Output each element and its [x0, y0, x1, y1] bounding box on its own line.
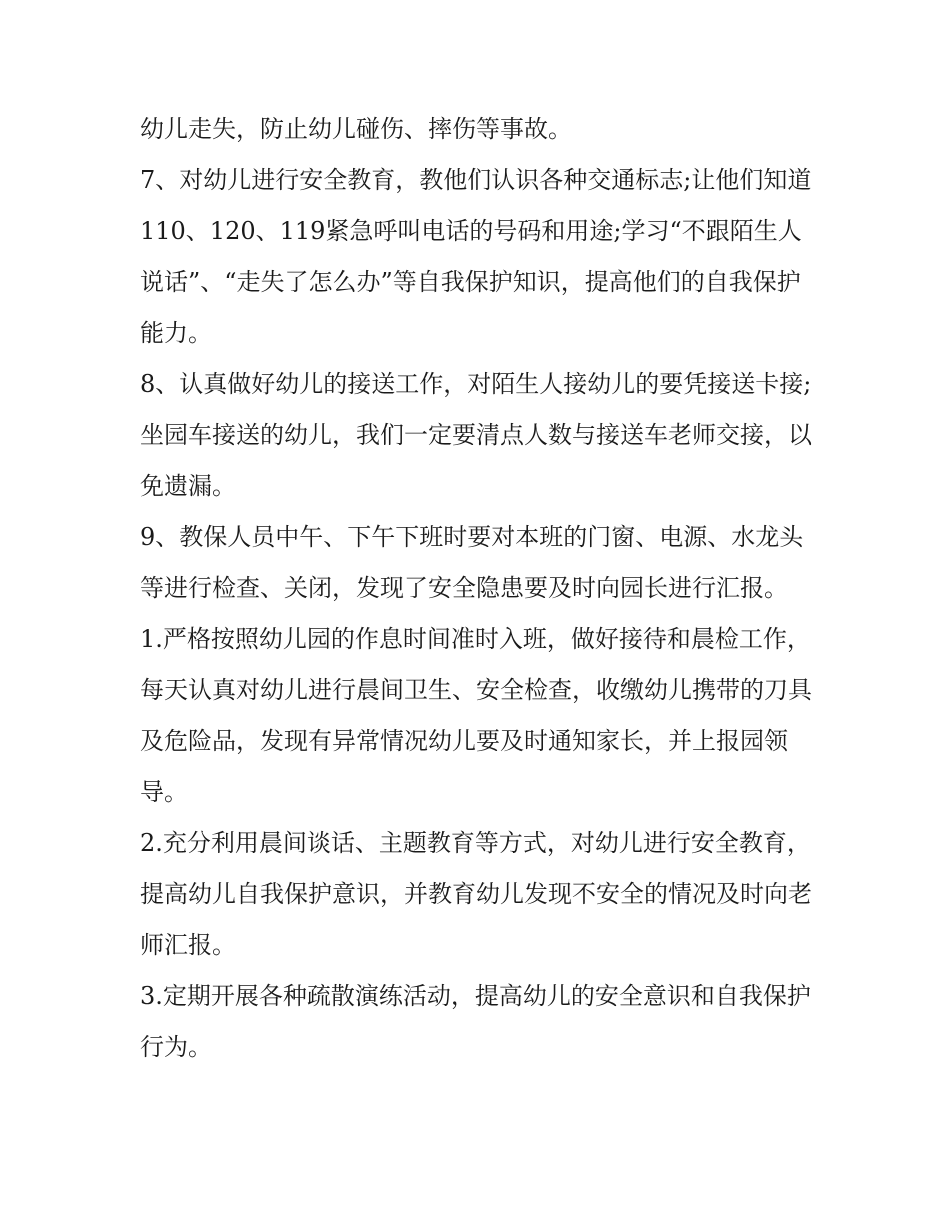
paragraph-item-7: 7、对幼儿进行安全教育，教他们认识各种交通标志;让他们知道110、120、119紧急呼叫电话的号码和用途;学习“不跟陌生人说话”、“走失了怎么办”等自我保护知识，提高他们的自我保护能力。	[140, 166, 812, 347]
paragraph-item-2: 2.充分利用晨间谈话、主题教育等方式，对幼儿进行安全教育，提高幼儿自我保护意识，并教育幼儿发现不安全的情况及时向老师汇报。	[140, 829, 812, 959]
document-body	[140, 104, 820, 1073]
paragraph-item-8: 8、认真做好幼儿的接送工作，对陌生人接幼儿的要凭接送卡接;坐园车接送的幼儿，我们一定要清点人数与接送车老师交接，以免遗漏。	[140, 370, 812, 500]
paragraph-item-3: 3.定期开展各种疏散演练活动，提高幼儿的安全意识和自我保护行为。	[140, 982, 811, 1061]
paragraph-item-9: 9、教保人员中午、下午下班时要对本班的门窗、电源、水龙头等进行检查、关闭，发现了安全隐患要及时向园长进行汇报。	[140, 523, 804, 602]
paragraph-continued: 幼儿走失，防止幼儿碰伤、摔伤等事故。	[140, 115, 572, 143]
paragraph-item-1: 1.严格按照幼儿园的作息时间准时入班，做好接待和晨检工作，每天认真对幼儿进行晨间卫生、安全检查，收缴幼儿携带的刀具及危险品，发现有异常情况幼儿要及时通知家长，并上报园领导。	[140, 625, 812, 806]
